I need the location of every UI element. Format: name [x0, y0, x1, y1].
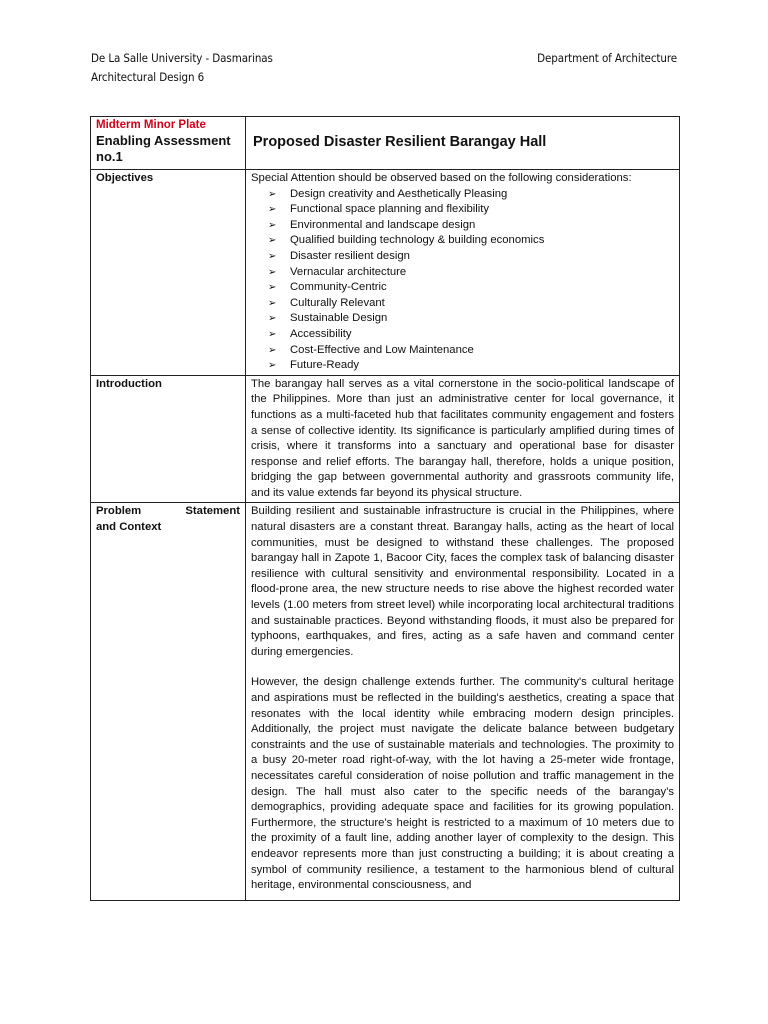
objectives-list	[251, 187, 674, 374]
problem-paragraph-1: Building resilient and sustainable infrastructure is crucial in the Philippines, where natural disasters are a constant threat. Barangay halls, acting as the heart of local communities, must be designed to withstand these challenges. The proposed barangay hall in Zapote 1, Bacoor City, faces the complex task of balancing disaster resilience with cultural sensitivity and environmental responsibility. Located in a flood-prone area, the new structure needs to rise above the highest recorded water levels (1.00 meters from street level) while incorporating local architectural traditions and sustainable practices. Beyond withstanding floods, it must also be prepared for typhoons, earthquakes, and fires, acting as a safe haven and command center during emergencies.	[251, 505, 674, 658]
title-row	[91, 117, 680, 170]
objectives-row	[91, 170, 680, 376]
list-item: ➢ Qualified building technology & building economics	[268, 233, 674, 249]
problem-paragraph-2: However, the design challenge extends further. The community's cultural heritage and aspirations must be reflected in the building's aesthetics, creating a space that resonates with the local identity while embracing modern design principles. Additionally, the project must navigate the delicate balance between budgetary constraints and the use of sustainable materials and technologies. The proximity to a busy 20-meter road right-of-way, with the lot having a 25-meter wide frontage, necessitates careful consideration of noise pollution and traffic management in the design. The hall must also cater to the specific needs of the barangay's demographics, providing adequate space and facilities for its growing population. Furthermore, the structure's height is restricted to a maximum of 10 meters due to the proximity of a fault line, adding another layer of complexity to the design. This endeavor represents more than just constructing a building; it is about creating a symbol of community resilience, a testament to the harmonious blend of cultural heritage, environmental consciousness, and	[251, 676, 674, 892]
list-item: ➢ Functional space planning and flexibility	[268, 202, 674, 218]
list-item: ➢ Cost-Effective and Low Maintenance	[268, 343, 674, 359]
problem-label-line2: and Context	[96, 521, 162, 534]
problem-statement-label	[91, 503, 246, 901]
list-item: ➢ Community-Centric	[268, 280, 674, 296]
list-item: ➢ Accessibility	[268, 327, 674, 343]
list-item: ➢ Environmental and landscape design	[268, 218, 674, 234]
plate-table	[90, 116, 680, 901]
introduction-label: Introduction	[91, 375, 246, 503]
problem-row	[91, 503, 680, 901]
plate-title: Proposed Disaster Resilient Barangay Hall	[253, 134, 547, 151]
problem-statement-clip	[251, 504, 674, 900]
list-item: ➢ Vernacular architecture	[268, 265, 674, 281]
department-name: Department of Architecture	[537, 51, 677, 65]
problem-label-line1: Problem Statement	[96, 505, 240, 518]
title-cell	[246, 117, 680, 170]
list-item: ➢ Disaster resilient design	[268, 249, 674, 265]
list-item: ➢ Sustainable Design	[268, 311, 674, 327]
plate-label-cell	[91, 117, 246, 170]
list-item: ➢ Design creativity and Aesthetically Pleasing	[268, 187, 674, 203]
objectives-content	[246, 170, 680, 376]
objectives-intro: Special Attention should be observed based on the following considerations:	[251, 172, 632, 184]
introduction-row	[91, 375, 680, 503]
page-header-left	[91, 49, 273, 87]
institution-name: De La Salle University - Dasmarinas	[91, 51, 273, 65]
list-item: ➢ Future-Ready	[268, 358, 674, 374]
enabling-assessment-label: Enabling Assessment no.1	[96, 133, 231, 164]
list-item: ➢ Culturally Relevant	[268, 296, 674, 312]
midterm-label: Midterm Minor Plate	[96, 119, 206, 131]
problem-statement-content	[246, 503, 680, 901]
objectives-label: Objectives	[91, 170, 246, 376]
course-name: Architectural Design 6	[91, 70, 205, 84]
introduction-text: The barangay hall serves as a vital cornerstone in the socio-political landscape of the Philippines. More than just an administrative center for local governance, it functions as a multi-faceted hub that facilitates community engagement and fosters a sense of collective identity. Its significance is particularly amplified during times of crisis, where it transforms into a sanctuary and operational base for disaster response and relief efforts. The barangay hall, therefore, holds a unique position, bridging the gap between governmental authority and grassroots community life, and its value extends far beyond its physical structure.	[246, 375, 680, 503]
